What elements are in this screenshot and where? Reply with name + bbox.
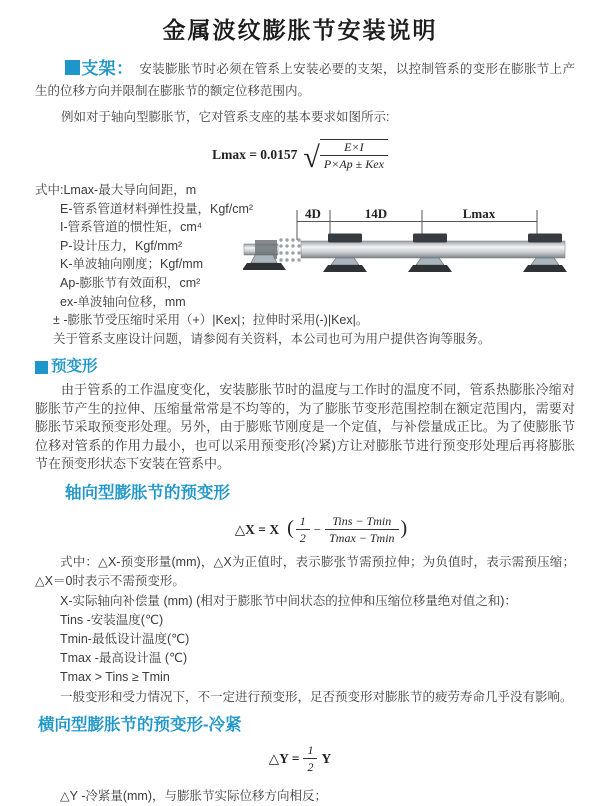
close-paren: ) — [400, 517, 408, 540]
plusminus-note: ± -膨胀节受压缩时采用（+）|Kex|；拉伸时采用(-)|Kex|。 — [53, 313, 369, 328]
minus-sign: − — [313, 521, 322, 537]
axial-note: 一般变形和受力情况下，不一定进行预变形，足否预变形对膨胀节的疲劳寿命几乎没有影响。 — [60, 689, 573, 704]
half-fraction: $\frac{1}{2}$ — [303, 743, 317, 774]
document-page — [0, 12, 600, 803]
section-bullet-icon — [35, 361, 48, 374]
x-definition: X-实际轴向补偿量 (mm) (相对于膨胀节中间状态的拉伸和压缩位移量绝对值之和)： — [60, 593, 517, 608]
axial-subheading: 轴向型膨胀节的预变形 — [65, 483, 230, 502]
dim-label-4d: 4D — [305, 206, 321, 221]
formula-ax-lhs: △X = X — [234, 521, 280, 537]
definition-line: ex-单波轴向位移，mm — [60, 294, 186, 309]
support-example-line: 例如对于轴向型膨胀节，它对管系支座的基本要求如图所示: — [61, 110, 390, 124]
bellows-section — [279, 238, 300, 261]
radical-sign: √ $\frac{E\times I}{\text{P×Ap ± Kex}}$ — [303, 139, 387, 171]
support-intro-text: 安装膨胀节时必须在管系上安装必要的支架，以控制管系的变形在膨胀节上产生的位移方向并限制在膨胀节的额定位移范围内。 — [35, 62, 575, 98]
service-note: 关于管系支座设计问题，请参阅有关资料，本公司也可为用户提供咨询等服务。 — [53, 331, 491, 346]
pipe-diagram-svg — [243, 204, 595, 304]
main-pipe — [301, 241, 565, 258]
formula-lmax — [0, 136, 600, 174]
dim-label-lmax: Lmax — [462, 206, 496, 221]
predeform-section-heading: 预变形 — [35, 357, 600, 378]
temperature-fraction: $\frac{\text{Tins − Tmin}}{Tmax - Tmin}$ — [325, 514, 398, 545]
definition-line: P-设计压力，Kgf/mm² — [60, 238, 183, 253]
t-definition: Tmin-最低设计温度(℃) — [60, 631, 190, 646]
open-paren: ( — [287, 517, 294, 540]
formula-axial-predeform — [22, 512, 600, 548]
predeform-body-paragraph: 由于管系的工作温度变化，安装膨胀节时的温度与工作时的温度不同，管系热膨胀冷缩对膨胀节产生的拉伸、压缩量常常是不均等的，为了膨胀节变形范围控制在额定范围内，需要对膨胀节采取预变形处理。另外，由于膨账节刚度是一个定值，与补偿量成正比。为了使膨胀节位移对管系的作用力最小，也可以采用预变形(冷紧)方让对膨胀节进行预变形处理后再将膨胀节在预变形状态下安装在管系中。 — [35, 382, 575, 472]
definition-line: 式中:Lmax-最大导向间距，m — [35, 183, 197, 197]
fraction-numerator: E×I — [320, 140, 388, 156]
pipe-support-diagram — [243, 204, 595, 304]
page-title: 金属波纹膨胀节安装说明 — [162, 17, 438, 43]
support-section-heading: 支架： — [81, 59, 134, 78]
t-definition: Tmax -最高设计温 (℃) — [60, 650, 188, 665]
formula-lmax-lhs: Lmax = 0.0157 — [212, 147, 298, 162]
formula-lat-lhs: △Y = — [268, 750, 300, 766]
axial-explain-paragraph: 式中：△X-预变形量(mm)，△X为正值时，表示膨张节需预拉伸；为负值时，表示需预压缩；△X＝0时表示不需预变形。 — [35, 554, 575, 588]
section-bullet-icon — [65, 60, 80, 75]
lateral-subheading: 横向型膨胀节的预变形-冷紧 — [38, 715, 242, 734]
lateral-note: △Y -冷紧量(mm)，与膨胀节实际位移方向相反； — [60, 788, 328, 803]
definition-line: Ap-膨胀节有效面积，cm² — [60, 275, 201, 290]
formula-lateral-coldtight — [0, 744, 600, 774]
t-definition: Tins -安装温度(℃) — [60, 612, 164, 627]
fraction-denominator: P×Ap ± Kex — [323, 157, 384, 171]
formula-lmax-fraction — [320, 140, 388, 171]
dim-label-14d: 14D — [364, 206, 388, 221]
half-fraction: $\frac{1}{2}$ — [296, 514, 310, 545]
definition-line: K-单波轴向刚度；Kgf/mm — [60, 257, 204, 272]
formula-lat-rhs: Y — [321, 750, 332, 766]
definition-line: E-管系管道材料弹性投量，Kgf/cm² — [60, 201, 254, 216]
definition-line: I-管系管道的惯性矩，cm⁴ — [60, 220, 203, 235]
support-intro-paragraph — [35, 58, 575, 102]
t-definition: Tmax > Tins ≥ Tmin — [60, 669, 170, 684]
